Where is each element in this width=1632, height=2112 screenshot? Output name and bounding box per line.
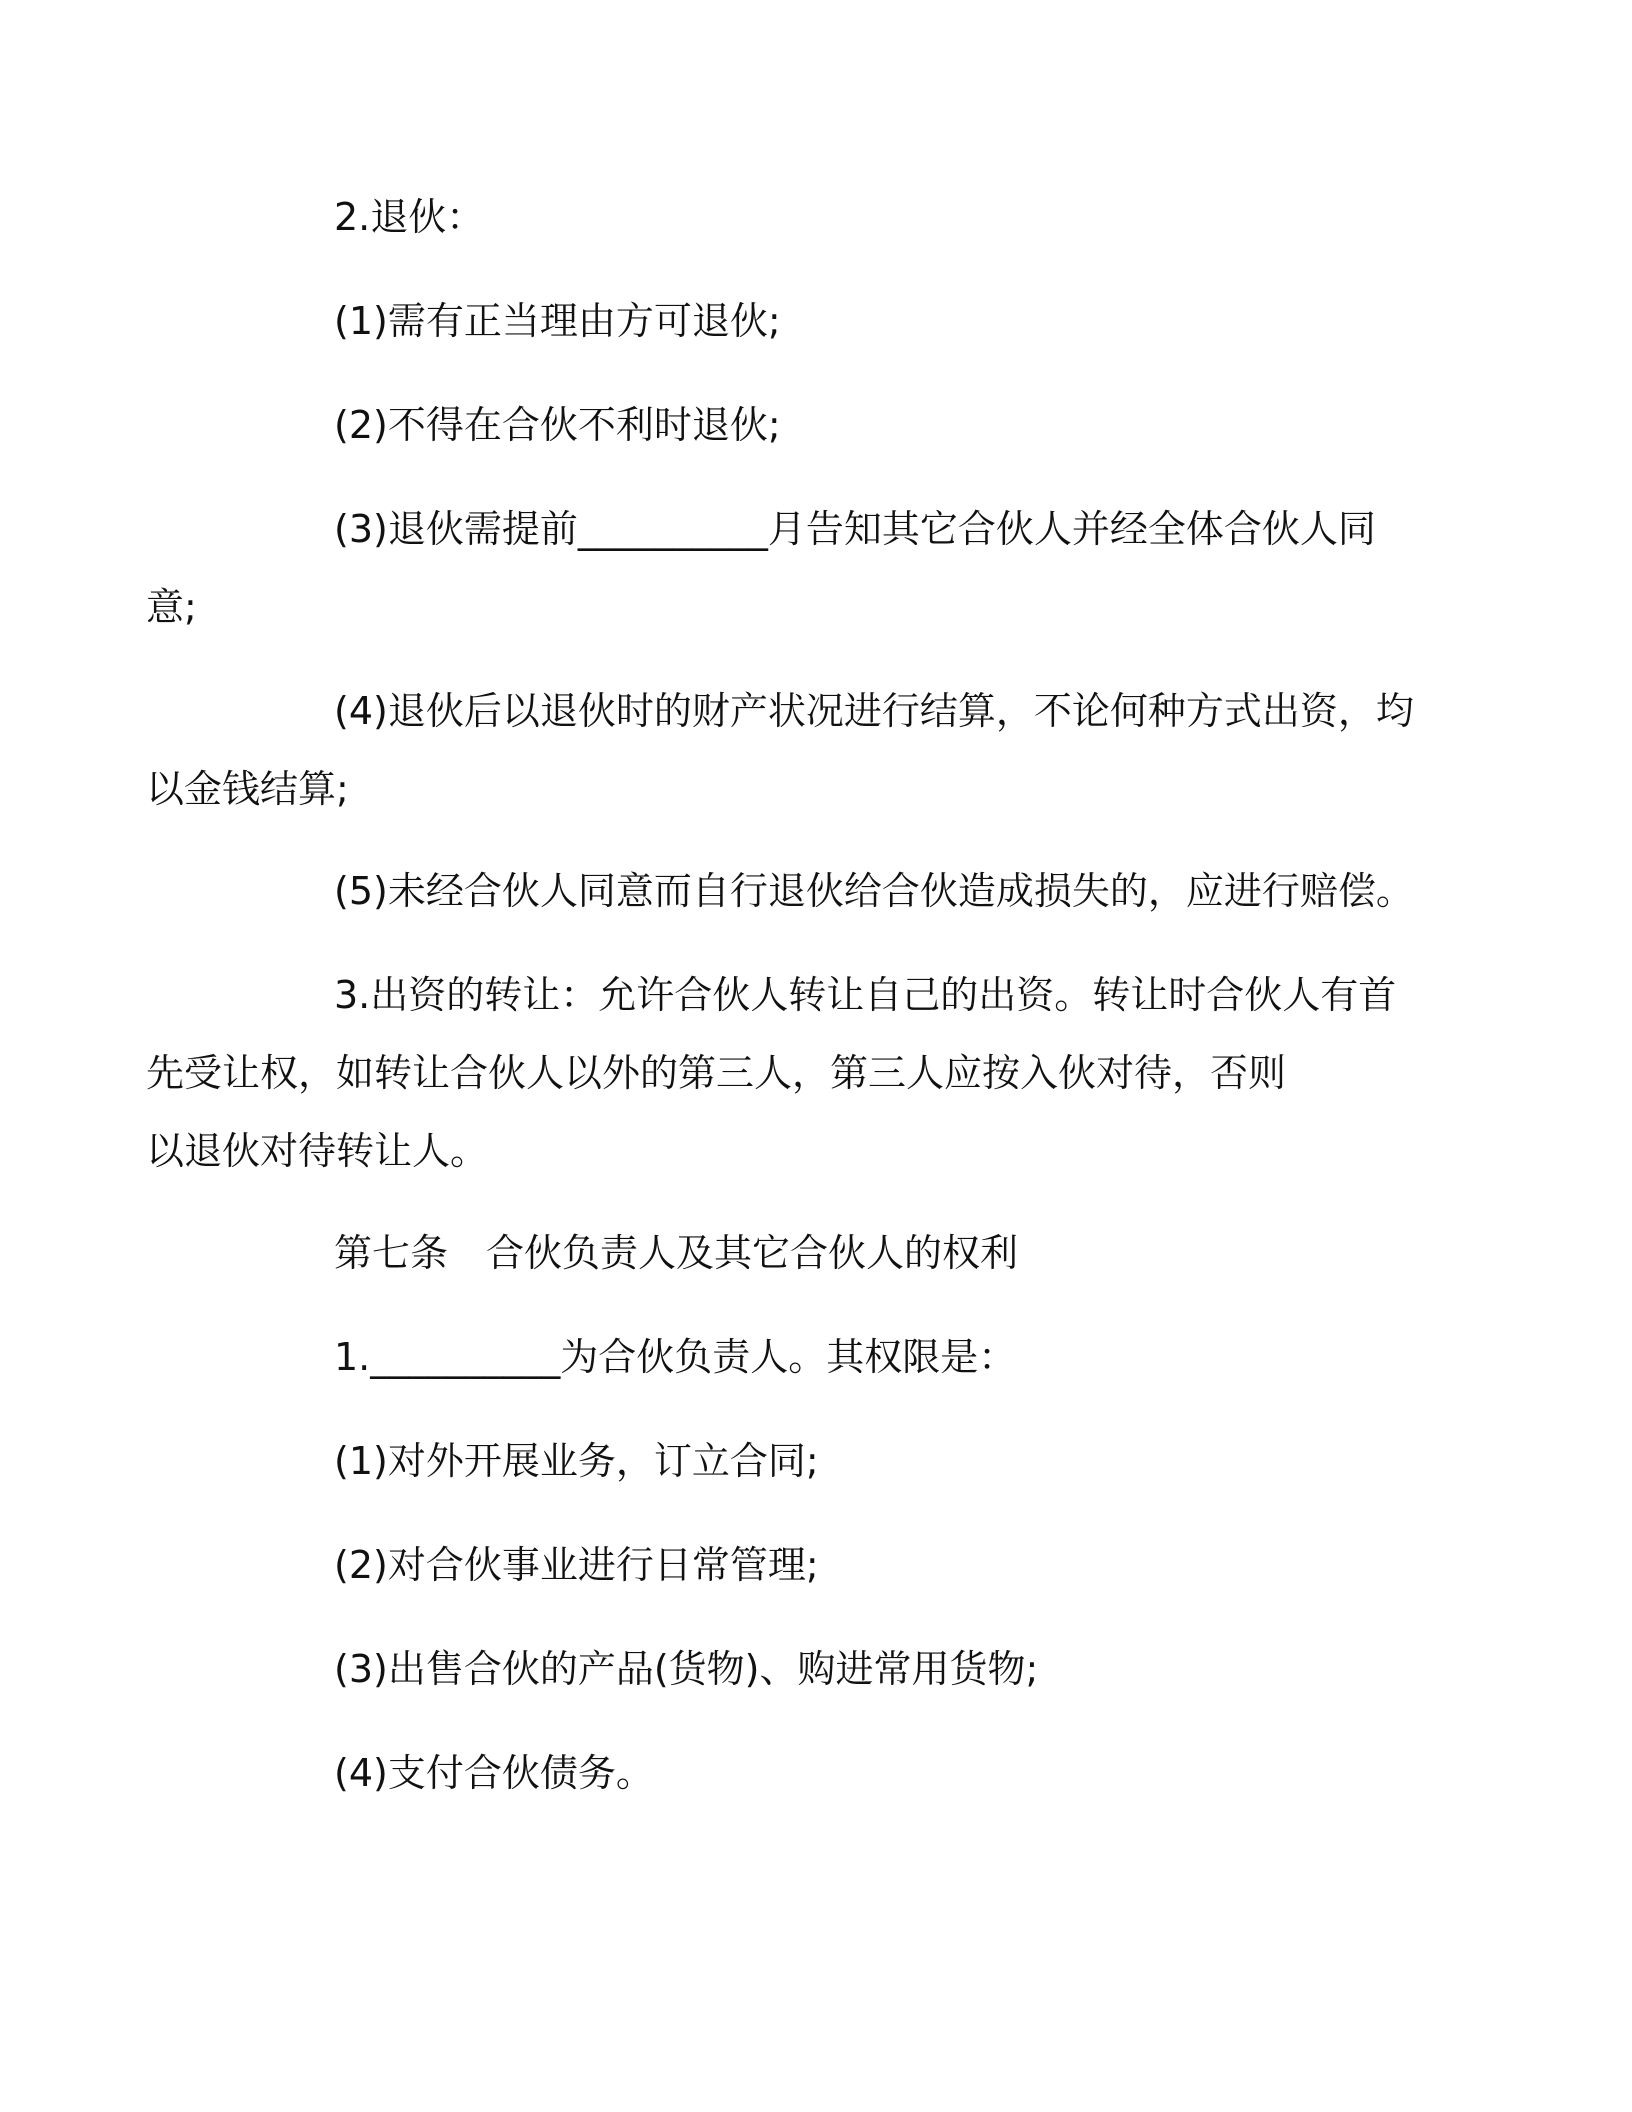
text-line: 1.__________为合伙负责人。其权限是： — [334, 1335, 1017, 1379]
text-line: 以金钱结算; — [146, 767, 349, 811]
paragraph-withdrawal-item-3 — [146, 490, 1400, 646]
paragraph-withdrawal-item-1 — [240, 282, 1400, 360]
text-line: (1)需有正当理由方可退伙; — [334, 299, 781, 343]
text-line: (1)对外开展业务，订立合同; — [334, 1439, 819, 1483]
paragraph-withdrawal-item-4 — [146, 672, 1414, 828]
paragraph-withdrawal-item-2 — [240, 386, 1400, 464]
paragraph-leader-power-2 — [240, 1526, 1400, 1604]
paragraph-withdrawal-item-5 — [240, 852, 1414, 930]
paragraph-leader-power-1 — [240, 1422, 1400, 1500]
text-line: (4)退伙后以退伙时的财产状况进行结算，不论何种方式出资，均 — [334, 689, 1414, 733]
text-line: (3)退伙需提前__________月告知其它合伙人并经全体合伙人同 — [334, 507, 1376, 551]
paragraph-transfer-of-capital — [146, 956, 1400, 1190]
text-line: 以退伙对待转让人。 — [146, 1129, 489, 1173]
text-line: (2)不得在合伙不利时退伙; — [334, 403, 781, 447]
text-line: (3)出售合伙的产品(货物)、购进常用货物; — [334, 1647, 1039, 1691]
text-line: 第七条 合伙负责人及其它合伙人的权利 — [334, 1231, 1019, 1275]
text-line: 2.退伙： — [334, 195, 485, 239]
text-line: 先受让权，如转让合伙人以外的第三人，第三人应按入伙对待，否则 — [146, 1051, 1287, 1095]
paragraph-partnership-leader — [240, 1318, 1400, 1396]
text-line: (4)支付合伙债务。 — [334, 1751, 654, 1795]
paragraph-leader-power-4 — [240, 1734, 1400, 1812]
text-line: 3.出资的转让：允许合伙人转让自己的出资。转让时合伙人有首 — [334, 973, 1397, 1017]
text-line: (2)对合伙事业进行日常管理; — [334, 1543, 819, 1587]
text-line: (5)未经合伙人同意而自行退伙给合伙造成损失的，应进行赔偿。 — [334, 869, 1414, 913]
text-line: 意; — [146, 585, 197, 629]
paragraph-leader-power-3 — [240, 1630, 1400, 1708]
paragraph-withdrawal-heading — [240, 178, 1400, 256]
article-seven-heading — [240, 1214, 1400, 1292]
